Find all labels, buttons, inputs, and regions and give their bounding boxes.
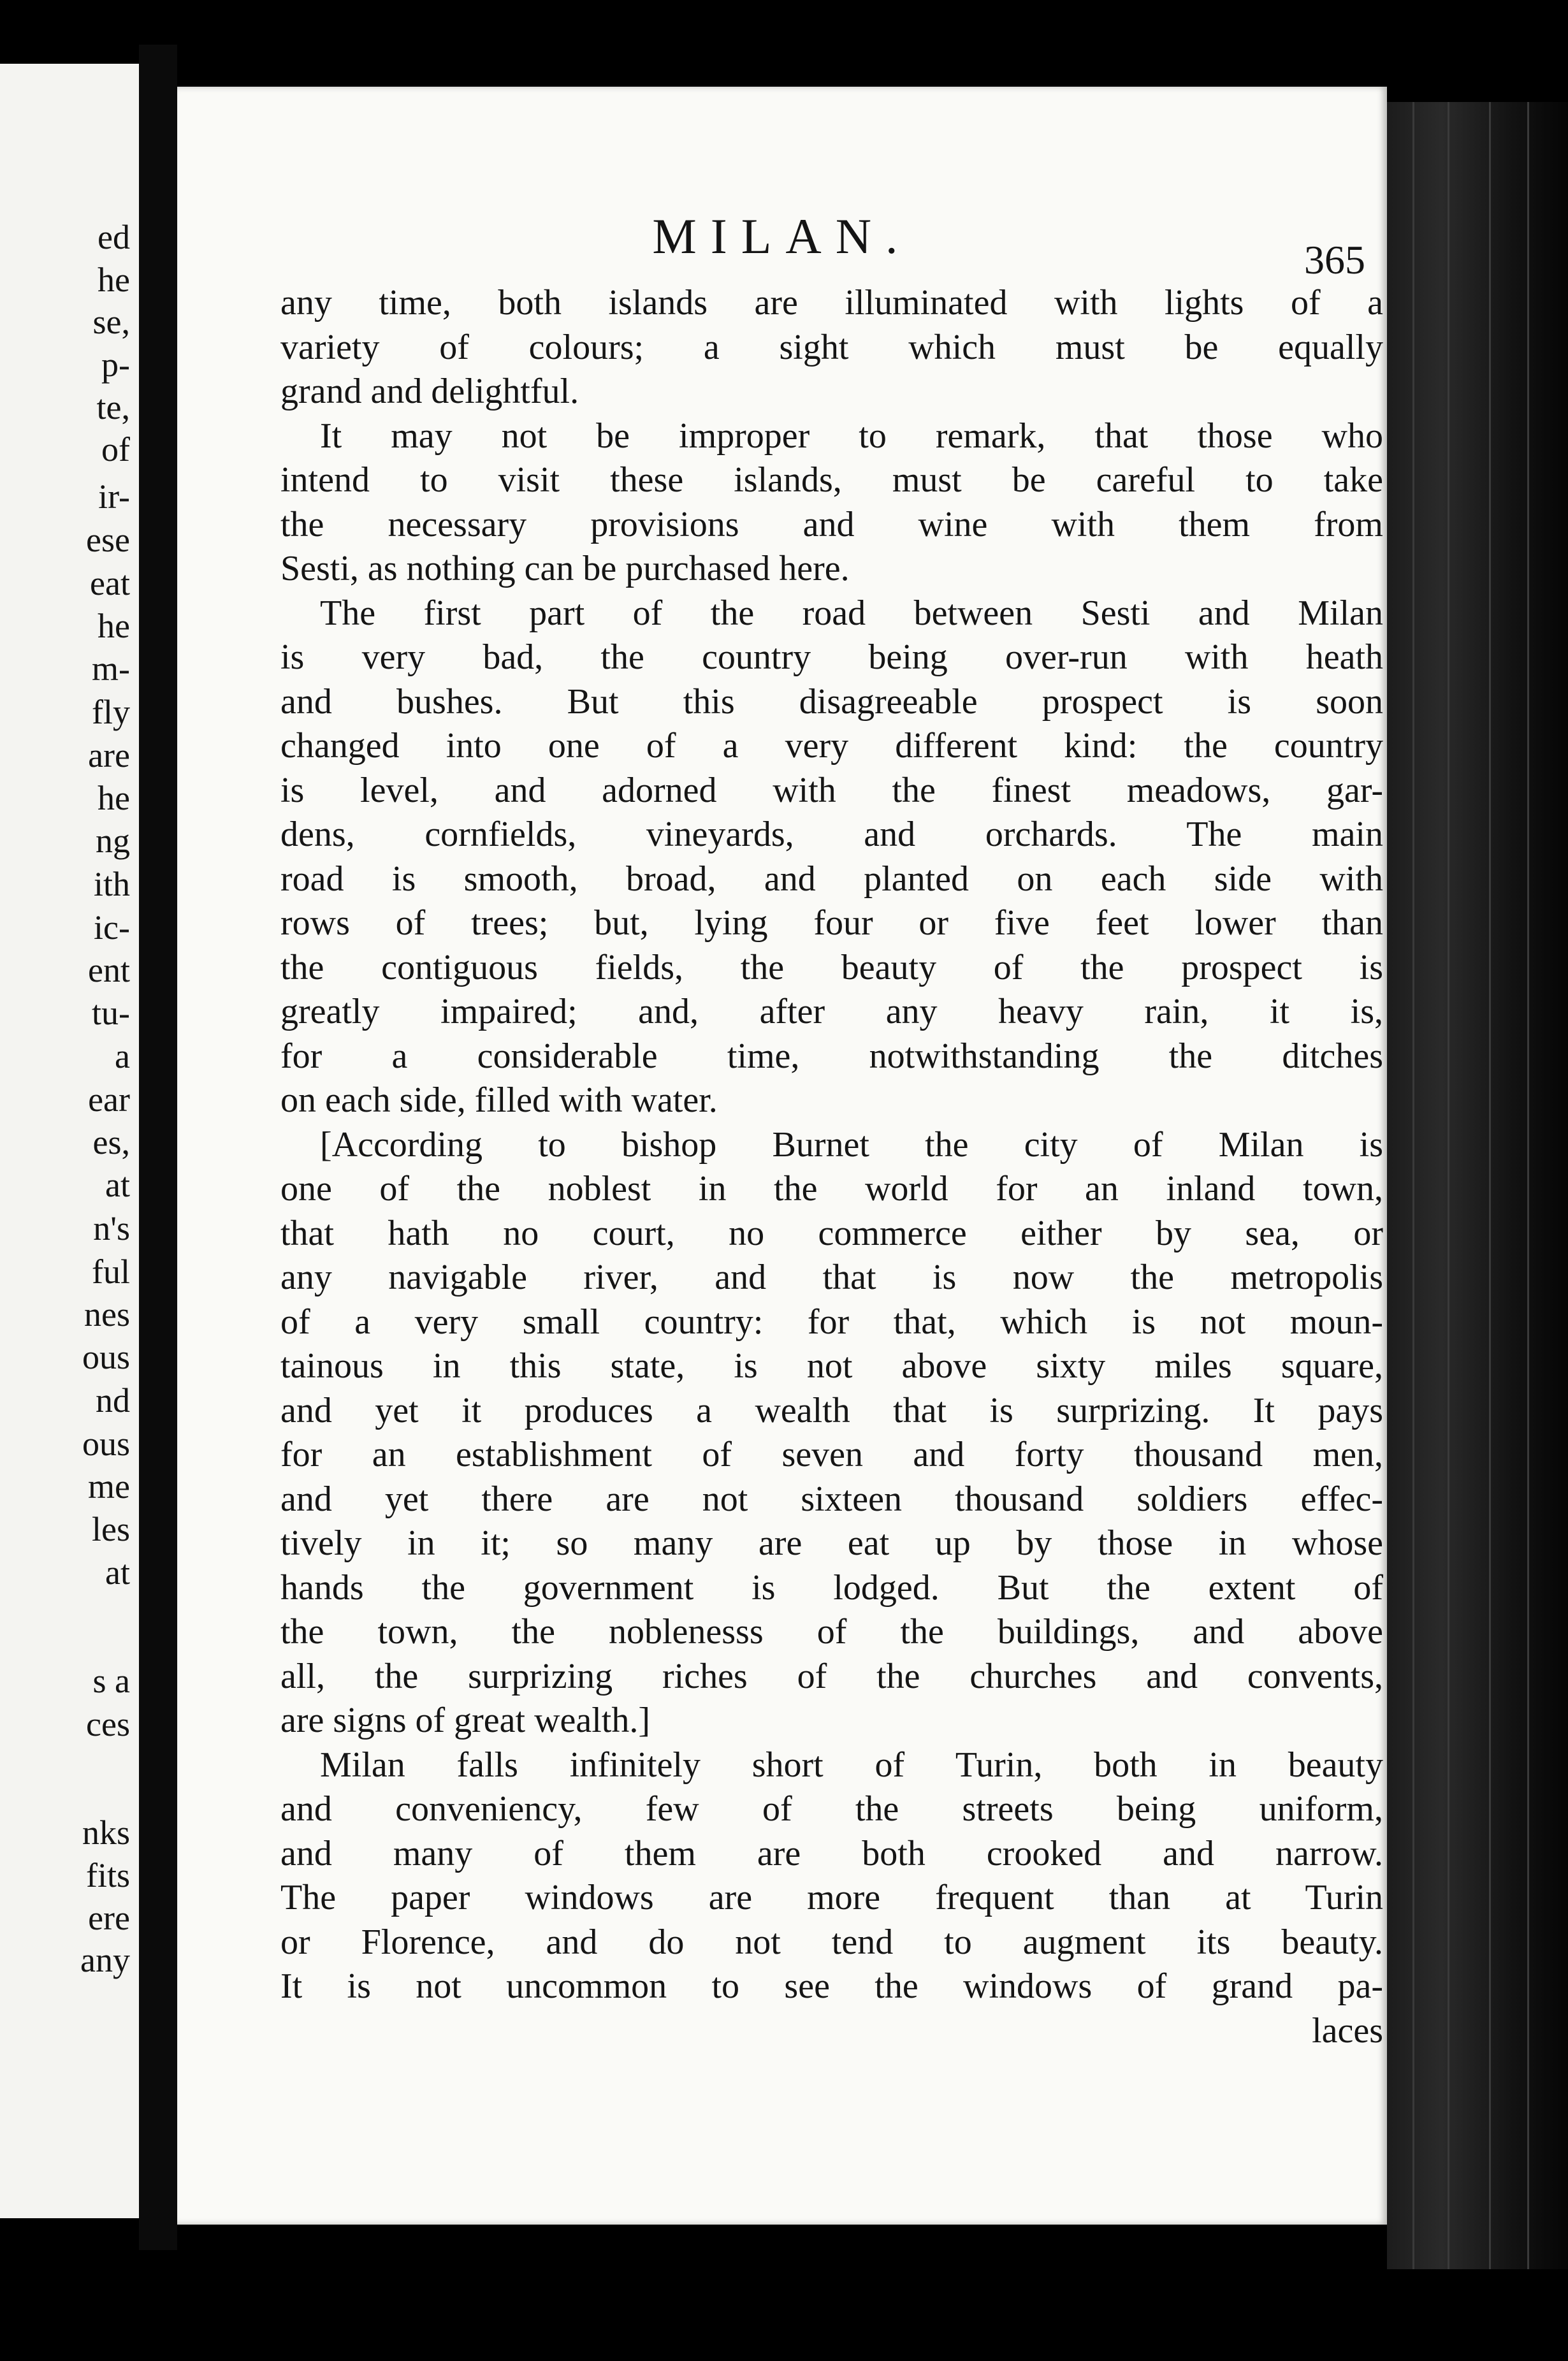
text-line: greatly impaired; and, after any heavy rain, it is, bbox=[280, 992, 1383, 1031]
left-page-fragment: fits bbox=[85, 1856, 130, 1894]
text-line: and many of them are both crooked and narrow. bbox=[280, 1833, 1383, 1873]
left-page-fragment: nd bbox=[96, 1381, 130, 1420]
text-line: Milan falls infinitely short of Turin, both in beauty bbox=[320, 1745, 1383, 1785]
left-page-fragment: nes bbox=[84, 1295, 130, 1333]
text-line: road is smooth, broad, and planted on each side with bbox=[280, 859, 1383, 899]
left-page-fragment: me bbox=[88, 1467, 130, 1506]
left-page-fragment: ir- bbox=[98, 477, 130, 516]
text-line: for a considerable time, notwithstanding the ditches bbox=[280, 1036, 1383, 1076]
text-line: rows of trees; but, lying four or five feet lower than bbox=[280, 903, 1383, 943]
left-page-fragment: ic- bbox=[94, 908, 130, 947]
text-line: or Florence, and do not tend to augment its beauty. bbox=[280, 1922, 1383, 1962]
text-line: of a very small country: for that, which is not moun- bbox=[280, 1302, 1383, 1342]
left-page-fragment: se, bbox=[92, 303, 130, 341]
left-page-fragment: n's bbox=[93, 1209, 130, 1247]
running-head: MILAN. bbox=[652, 208, 912, 264]
left-page-fragment: he bbox=[98, 261, 130, 299]
text-line: is level, and adorned with the finest meadows, gar- bbox=[280, 770, 1383, 810]
body-text bbox=[280, 281, 1383, 2053]
text-line: grand and delightful. bbox=[280, 372, 579, 411]
left-page-fragment: any bbox=[80, 1941, 130, 1979]
page-number: 365 bbox=[1304, 237, 1365, 282]
left-page-fragment: eat bbox=[90, 564, 130, 602]
text-line: and yet there are not sixteen thousand soldiers effec- bbox=[280, 1479, 1383, 1519]
left-page-fragment: ces bbox=[86, 1705, 130, 1743]
text-line: any navigable river, and that is now the metropolis bbox=[280, 1258, 1383, 1297]
left-page-fragment: te, bbox=[96, 388, 130, 426]
left-page-fragment: a bbox=[115, 1037, 130, 1075]
left-page-fragment: ere bbox=[88, 1899, 130, 1937]
text-line: and yet it produces a wealth that is surprizing. It pays bbox=[280, 1390, 1383, 1430]
text-line: for an establishment of seven and forty thousand men, bbox=[280, 1435, 1383, 1474]
text-line: the town, the noblenesss of the buildings, and above bbox=[280, 1612, 1383, 1652]
text-line: Sesti, as nothing can be purchased here. bbox=[280, 549, 850, 588]
text-line: any time, both islands are illuminated with lights of a bbox=[280, 283, 1383, 323]
left-page-fragment: fly bbox=[92, 693, 130, 731]
page-block-edges bbox=[1387, 102, 1568, 2269]
left-page-fragment: nks bbox=[82, 1813, 130, 1852]
text-line: and bushes. But this disagreeable prospect is soon bbox=[280, 681, 1383, 722]
left-page-fragment: ese bbox=[86, 521, 130, 559]
text-line: the contiguous fields, the beauty of the prospect is bbox=[280, 947, 1383, 987]
text-line: variety of colours; a sight which must be equally bbox=[280, 327, 1383, 367]
text-line: hands the government is lodged. But the extent of bbox=[280, 1567, 1383, 1608]
left-page-fragment: tu- bbox=[92, 994, 130, 1032]
text-line: dens, cornfields, vineyards, and orchards. The main bbox=[280, 815, 1383, 854]
left-page-fragment: les bbox=[92, 1510, 130, 1548]
text-line: that hath no court, no commerce either by sea, or bbox=[280, 1213, 1383, 1253]
text-line: The first part of the road between Sesti and Milan bbox=[320, 593, 1383, 633]
left-page-fragment: ear bbox=[88, 1080, 130, 1119]
text-line: are signs of great wealth.] bbox=[280, 1701, 650, 1740]
text-line: is very bad, the country being over-run with heath bbox=[280, 637, 1383, 677]
text-line: on each side, filled with water. bbox=[280, 1080, 718, 1120]
left-page-fragment: ith bbox=[93, 865, 130, 903]
text-line: It is not uncommon to see the windows of grand pa- bbox=[280, 1966, 1383, 2006]
left-page-fragment: of bbox=[101, 430, 130, 469]
left-page-fragment: ful bbox=[92, 1253, 130, 1291]
left-page-fragment: es, bbox=[92, 1123, 130, 1161]
book-gutter bbox=[139, 45, 177, 2250]
left-page-fragment: at bbox=[105, 1166, 130, 1204]
catchword: laces bbox=[1312, 2010, 1383, 2051]
left-page-fragment: p- bbox=[101, 345, 130, 384]
book-page bbox=[177, 87, 1387, 2225]
text-line: tainous in this state, is not above sixty miles square, bbox=[280, 1346, 1383, 1386]
left-page-fragment: he bbox=[98, 779, 130, 817]
left-page-fragment: ed bbox=[98, 218, 130, 256]
text-line: all, the surprizing riches of the churches and convents, bbox=[280, 1656, 1383, 1696]
previous-page-fragment bbox=[0, 64, 139, 2218]
text-line: It may not be improper to remark, that those who bbox=[320, 416, 1383, 456]
text-line: and conveniency, few of the streets being uniform, bbox=[280, 1789, 1383, 1829]
left-page-fragment: ous bbox=[82, 1425, 130, 1463]
text-line: one of the noblest in the world for an inland town, bbox=[280, 1169, 1383, 1209]
left-page-fragment: ent bbox=[88, 951, 130, 989]
left-page-fragment: ous bbox=[82, 1338, 130, 1376]
text-line: changed into one of a very different kind: the country bbox=[280, 726, 1383, 766]
text-line: The paper windows are more frequent than at Turin bbox=[280, 1878, 1383, 1917]
left-page-fragment: at bbox=[105, 1553, 130, 1592]
left-page-fragment: ng bbox=[96, 822, 130, 860]
text-line: intend to visit these islands, must be careful to take bbox=[280, 460, 1383, 500]
left-page-fragment: he bbox=[98, 607, 130, 645]
left-page-fragment: are bbox=[88, 736, 130, 774]
text-line: tively in it; so many are eat up by those in whose bbox=[280, 1523, 1383, 1563]
left-page-fragment: m- bbox=[92, 650, 130, 688]
text-line: [According to bishop Burnet the city of Milan is bbox=[320, 1124, 1383, 1165]
text-line: the necessary provisions and wine with them from bbox=[280, 504, 1383, 544]
left-page-fragment: s a bbox=[92, 1662, 130, 1700]
